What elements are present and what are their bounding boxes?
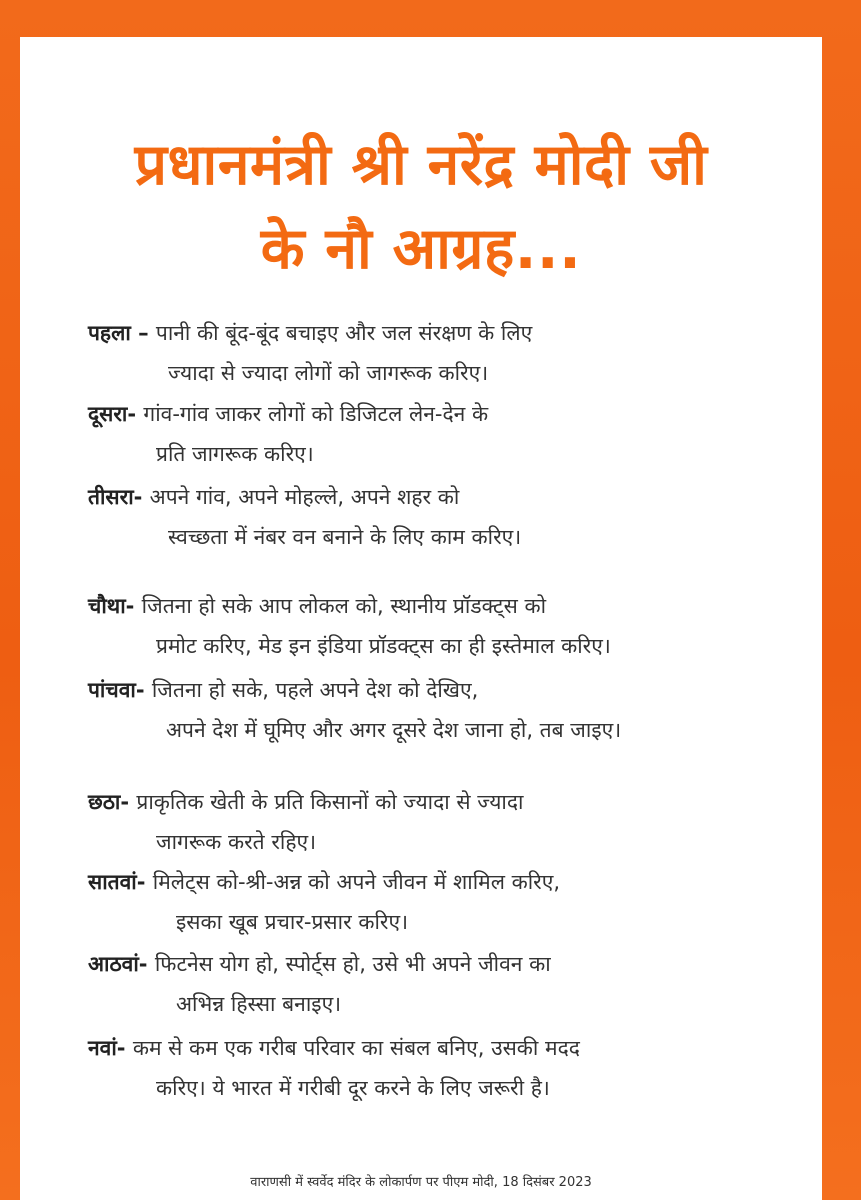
appeal-list [20,37,822,1200]
appeal-item-8: आठवां- फिटनेस योग हो, स्पोर्ट्स हो, उसे भी अपने जीवन का अभिन्न हिस्सा बनाइए। [88,944,808,1024]
appeal-label: छठा [88,790,121,814]
appeal-label: नवां [88,1036,117,1060]
appeal-text-line-1: अपने गांव, अपने मोहल्ले, अपने शहर को [149,485,460,509]
appeal-item-9: नवां- कम से कम एक गरीब परिवार का संबल बनिए, उसकी मदद करिए। ये भारत में गरीबी दूर करने के लिए जरूरी है। [88,1028,808,1108]
appeal-item-6: छठा- प्राकृतिक खेती के प्रति किसानों को ज्यादा से ज्यादा जागरूक करते रहिए। [88,782,808,862]
title-line-1: प्रधानमंत्री श्री नरेंद्र मोदी जी [134,132,708,198]
appeal-text-line-2: प्रति जागरूक करिए। [156,442,314,466]
appeal-label: दूसरा [88,402,128,426]
title-line-2: के नौ आग्रह... [260,216,582,282]
appeal-item-3: तीसरा- अपने गांव, अपने मोहल्ले, अपने शहर को स्वच्छता में नंबर वन बनाने के लिए काम करिए। [88,477,808,557]
appeal-text-line-2: जागरूक करते रहिए। [156,830,317,854]
appeal-text-line-1: जितना हो सके आप लोकल को, स्थानीय प्रॉडक्ट्स को [141,594,547,618]
appeal-item-2: दूसरा- गांव-गांव जाकर लोगों को डिजिटल लेन-देन के प्रति जागरूक करिए। [88,394,808,474]
appeal-text-line-1: प्राकृतिक खेती के प्रति किसानों को ज्यादा से ज्यादा [136,790,524,814]
appeal-text-line-1: कम से कम एक गरीब परिवार का संबल बनिए, उसकी मदद [132,1036,580,1060]
appeal-label: तीसरा [88,485,134,509]
appeal-label: पांचवा [88,678,136,702]
appeal-item-5: पांचवा- जितना हो सके, पहले अपने देश को देखिए, अपने देश में घूमिए और अगर दूसरे देश जाना हो, तब जाइए। [88,670,808,750]
appeal-label: चौथा [88,594,126,618]
footer-caption: वाराणसी में स्वर्वेद मंदिर के लोकार्पण पर पीएम मोदी, 18 दिसंबर 2023 [250,1175,592,1190]
appeal-label: आठवां [88,952,139,976]
appeal-text-line-2: प्रमोट करिए, मेड इन इंडिया प्रॉडक्ट्स का ही इस्तेमाल करिए। [156,634,611,658]
poster-card [20,37,822,1200]
appeal-text-line-1: फिटनेस योग हो, स्पोर्ट्स हो, उसे भी अपने जीवन का [154,952,551,976]
appeal-text-line-1: पानी की बूंद-बूंद बचाइए और जल संरक्षण के लिए [155,321,533,345]
appeal-label: सातवां [88,870,137,894]
appeal-item-4: चौथा- जितना हो सके आप लोकल को, स्थानीय प्रॉडक्ट्स को प्रमोट करिए, मेड इन इंडिया प्रॉडक्ट्स का ही इस्तेमाल करिए। [88,586,808,666]
appeal-item-7: सातवां- मिलेट्स को-श्री-अन्न को अपने जीवन में शामिल करिए, इसका खूब प्रचार-प्रसार करिए। [88,862,808,942]
appeal-text-line-2: इसका खूब प्रचार-प्रसार करिए। [176,910,409,934]
appeal-label: पहला [88,321,131,345]
appeal-text-line-2: ज्यादा से ज्यादा लोगों को जागरूक करिए। [168,361,489,385]
appeal-text-line-2: स्वच्छता में नंबर वन बनाने के लिए काम करिए। [168,525,522,549]
appeal-text-line-2: अपने देश में घूमिए और अगर दूसरे देश जाना हो, तब जाइए। [166,718,622,742]
appeal-text-line-1: जितना हो सके, पहले अपने देश को देखिए, [151,678,479,702]
appeal-text-line-1: गांव-गांव जाकर लोगों को डिजिटल लेन-देन के [143,402,489,426]
appeal-text-line-2: अभिन्न हिस्सा बनाइए। [176,992,342,1016]
appeal-text-line-1: मिलेट्स को-श्री-अन्न को अपने जीवन में शामिल करिए, [152,870,561,894]
appeal-item-1: पहला – पानी की बूंद-बूंद बचाइए और जल संरक्षण के लिए ज्यादा से ज्यादा लोगों को जागरूक करिए। [88,313,808,393]
appeal-text-line-2: करिए। ये भारत में गरीबी दूर करने के लिए जरूरी है। [156,1076,550,1100]
